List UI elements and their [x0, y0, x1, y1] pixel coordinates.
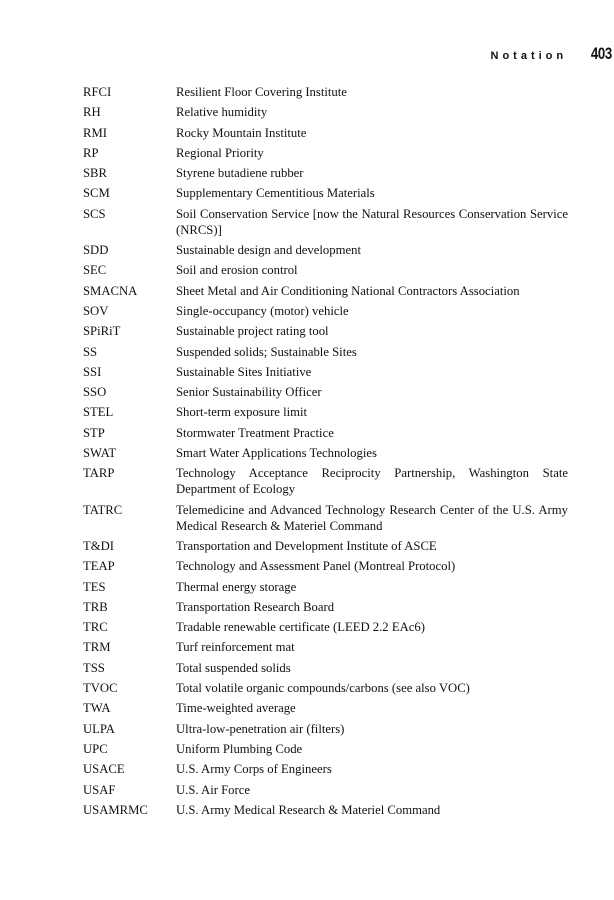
abbreviation: SEC [83, 263, 107, 278]
running-header [491, 44, 612, 64]
abbreviation: SCS [83, 206, 106, 221]
notation-list [83, 84, 568, 822]
page-number: 403 [591, 44, 612, 63]
notation-entry [83, 558, 568, 574]
abbreviation: TARP [83, 466, 115, 481]
notation-entry [83, 445, 568, 461]
notation-entry [83, 344, 568, 360]
definition: Technology Acceptance Reciprocity Partnership, Washington State Department of Ecology [176, 466, 568, 497]
notation-entry [83, 283, 568, 299]
definition: U.S. Army Medical Research & Materiel Command [176, 802, 441, 817]
notation-entry [83, 262, 568, 278]
notation-entry [83, 404, 568, 420]
definition: Ultra-low-penetration air (filters) [176, 721, 345, 736]
definition: Thermal energy storage [176, 579, 297, 594]
definition: Total volatile organic compounds/carbons (see also VOC) [176, 681, 470, 696]
notation-entry [83, 425, 568, 441]
abbreviation: RH [83, 105, 101, 120]
definition: Turf reinforcement mat [176, 640, 295, 655]
abbreviation: TVOC [83, 681, 118, 696]
definition: Telemedicine and Advanced Technology Research Center of the U.S. Army Medical Research & Materiel Command [176, 502, 568, 533]
abbreviation: SMACNA [83, 283, 138, 298]
definition: Tradable renewable certificate (LEED 2.2 EAc6) [176, 620, 425, 635]
abbreviation: SBR [83, 166, 107, 181]
abbreviation: RFCI [83, 85, 112, 99]
abbreviation: USACE [83, 762, 125, 777]
notation-entry [83, 660, 568, 676]
definition: Soil Conservation Service [now the Natural Resources Conservation Service (NRCS)] [176, 206, 568, 237]
abbreviation: USAF [83, 782, 116, 797]
definition: Relative humidity [176, 105, 268, 120]
abbreviation: SSI [83, 364, 102, 379]
definition: Uniform Plumbing Code [176, 741, 303, 756]
notation-entry [83, 125, 568, 141]
abbreviation: TRM [83, 640, 111, 655]
notation-entry [83, 741, 568, 757]
definition: Time-weighted average [176, 701, 296, 716]
notation-entry [83, 185, 568, 201]
definition: Transportation and Development Institute of ASCE [176, 538, 437, 553]
notation-entry [83, 502, 568, 534]
definition: Sheet Metal and Air Conditioning National Contractors Association [176, 283, 520, 298]
abbreviation: TRC [83, 620, 108, 635]
abbreviation: SCM [83, 186, 110, 201]
definition: Suspended solids; Sustainable Sites [176, 344, 357, 359]
definition: Sustainable design and development [176, 243, 361, 258]
abbreviation: SSO [83, 385, 107, 400]
abbreviation: TATRC [83, 502, 123, 517]
definition: Soil and erosion control [176, 263, 298, 278]
definition: Technology and Assessment Panel (Montreal Protocol) [176, 559, 456, 574]
definition: Sustainable Sites Initiative [176, 364, 312, 379]
notation-entry [83, 700, 568, 716]
abbreviation: T&DI [83, 538, 115, 553]
notation-entry [83, 165, 568, 181]
notation-entry [83, 782, 568, 798]
notation-entry [83, 323, 568, 339]
abbreviation: SS [83, 344, 98, 359]
definition: U.S. Army Corps of Engineers [176, 762, 332, 777]
abbreviation: RP [83, 145, 99, 160]
notation-entry [83, 384, 568, 400]
notation-entry [83, 599, 568, 615]
definition: Regional Priority [176, 145, 264, 160]
notation-entry [83, 639, 568, 655]
notation-entry [83, 84, 568, 100]
definition: Sustainable project rating tool [176, 324, 329, 339]
abbreviation: SDD [83, 243, 109, 258]
abbreviation: TRB [83, 599, 108, 614]
definition: Total suspended solids [176, 660, 291, 675]
definition: Senior Sustainability Officer [176, 385, 322, 400]
notation-entry [83, 242, 568, 258]
definition: Resilient Floor Covering Institute [176, 85, 347, 99]
definition: Transportation Research Board [176, 599, 335, 614]
definition: Styrene butadiene rubber [176, 166, 304, 181]
notation-entry [83, 761, 568, 777]
abbreviation: TES [83, 579, 106, 594]
abbreviation: TWA [83, 701, 111, 716]
definition: Supplementary Cementitious Materials [176, 186, 375, 201]
notation-entry [83, 538, 568, 554]
abbreviation: UPC [83, 741, 108, 756]
abbreviation: SPiRiT [83, 324, 121, 339]
definition: Short-term exposure limit [176, 405, 308, 420]
notation-entry [83, 303, 568, 319]
notation-entry [83, 721, 568, 737]
abbreviation: SOV [83, 303, 109, 318]
notation-entry [83, 579, 568, 595]
notation-entry [83, 364, 568, 380]
definition: Smart Water Applications Technologies [176, 446, 377, 461]
definition: U.S. Air Force [176, 782, 251, 797]
notation-entry [83, 145, 568, 161]
notation-entry [83, 619, 568, 635]
definition: Rocky Mountain Institute [176, 125, 307, 140]
notation-entry [83, 802, 568, 818]
notation-entry [83, 465, 568, 497]
notation-entry [83, 206, 568, 238]
abbreviation: RMI [83, 125, 107, 140]
abbreviation: ULPA [83, 721, 115, 736]
section-title: Notation [490, 50, 568, 62]
abbreviation: STEL [83, 405, 114, 420]
definition: Single-occupancy (motor) vehicle [176, 303, 349, 318]
definition: Stormwater Treatment Practice [176, 425, 334, 440]
notation-entry [83, 680, 568, 696]
abbreviation: TEAP [83, 559, 115, 574]
abbreviation: USAMRMC [83, 802, 148, 817]
abbreviation: STP [83, 425, 105, 440]
notation-entry [83, 104, 568, 120]
abbreviation: SWAT [83, 446, 117, 461]
abbreviation: TSS [83, 660, 105, 675]
